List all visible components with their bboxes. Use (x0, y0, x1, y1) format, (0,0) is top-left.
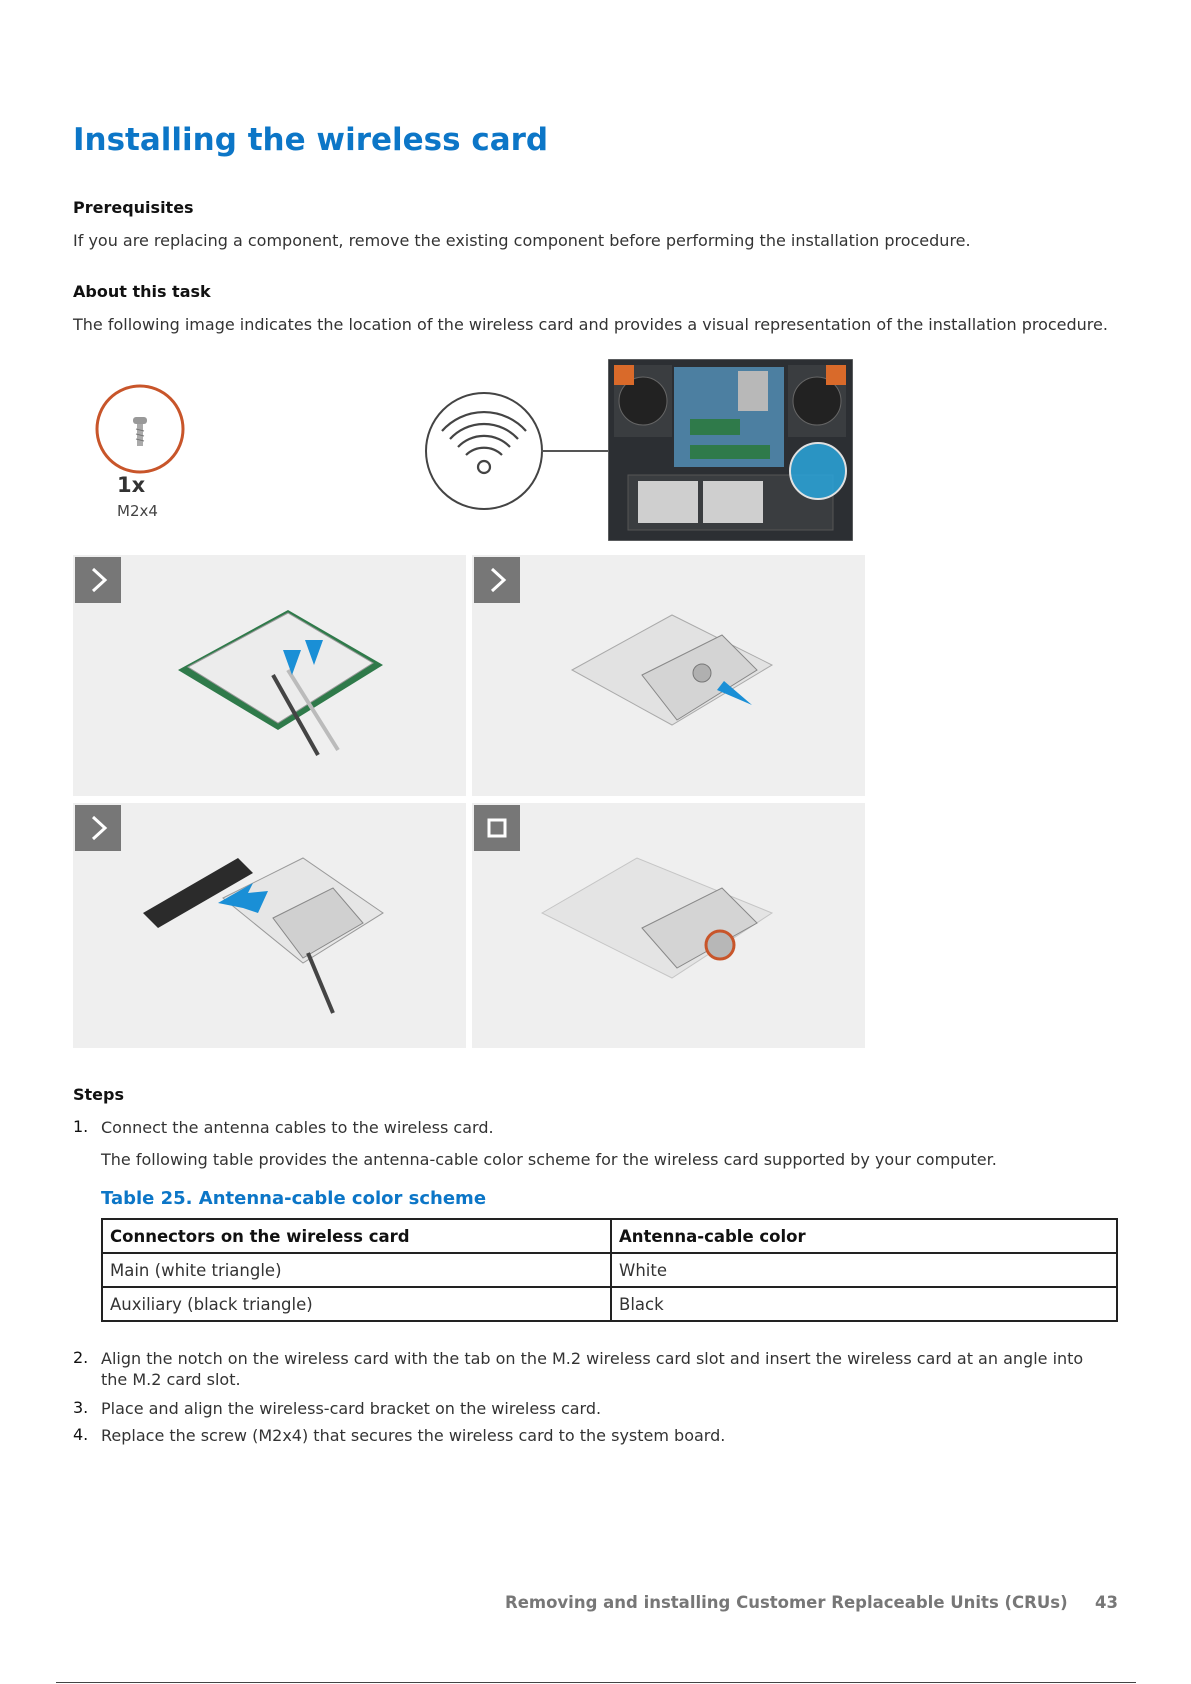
screw-icon (93, 381, 193, 481)
bracket-illustration (472, 555, 865, 796)
next-step-icon (474, 557, 520, 603)
table-caption: Table 25. Antenna-cable color scheme (101, 1188, 487, 1209)
screw-type: M2x4 (117, 502, 158, 520)
screw-count: 1x (117, 473, 146, 497)
step-number: 1. (73, 1117, 89, 1136)
step-panel-3 (73, 803, 466, 1048)
wireless-card-illustration (73, 555, 466, 796)
step-number: 3. (73, 1398, 89, 1417)
footer-section-title: Removing and installing Customer Replaceable Units (CRUs) (505, 1593, 1068, 1612)
wifi-icon (422, 389, 552, 519)
screw-replace-illustration (472, 803, 865, 1048)
slot-insert-illustration (73, 803, 466, 1048)
prerequisites-heading: Prerequisites (73, 198, 194, 217)
step-number: 4. (73, 1425, 89, 1444)
step-panel-4 (472, 803, 865, 1048)
table-cell: Auxiliary (black triangle) (102, 1287, 611, 1321)
prerequisites-text: If you are replacing a component, remove the existing component before performing the installation procedure. (73, 231, 971, 250)
table-header-row (102, 1219, 1117, 1253)
about-text: The following image indicates the location of the wireless card and provides a visual representation of the installation procedure. (73, 315, 1108, 334)
step-panel-2 (472, 555, 865, 796)
table-row (102, 1287, 1117, 1321)
page-title: Installing the wireless card (73, 122, 549, 158)
table-cell: White (611, 1253, 1117, 1287)
done-icon (474, 805, 520, 851)
next-step-icon (75, 557, 121, 603)
next-step-icon (75, 805, 121, 851)
antenna-cable-table (101, 1218, 1118, 1322)
step-text: Connect the antenna cables to the wireless card. (101, 1118, 494, 1137)
page-number: 43 (1095, 1593, 1118, 1612)
footer-rule (56, 1682, 1136, 1683)
steps-heading: Steps (73, 1085, 124, 1104)
installation-figure (73, 355, 1113, 1055)
table-cell: Main (white triangle) (102, 1253, 611, 1287)
table-header-cell: Connectors on the wireless card (102, 1219, 611, 1253)
system-board-overview (608, 359, 853, 541)
step-panel-1 (73, 555, 466, 796)
step-subtext: The following table provides the antenna-cable color scheme for the wireless card supported by your computer. (101, 1150, 997, 1169)
step-text: Place and align the wireless-card bracket on the wireless card. (101, 1399, 602, 1418)
table-cell: Black (611, 1287, 1117, 1321)
table-header-cell: Antenna-cable color (611, 1219, 1117, 1253)
step-number: 2. (73, 1348, 89, 1367)
about-heading: About this task (73, 282, 211, 301)
step-text: Replace the screw (M2x4) that secures the wireless card to the system board. (101, 1426, 726, 1445)
step-text: Align the notch on the wireless card with the tab on the M.2 wireless card slot and insert the wireless card at an angle into the M.2 card slot. (101, 1349, 1084, 1389)
table-row (102, 1253, 1117, 1287)
